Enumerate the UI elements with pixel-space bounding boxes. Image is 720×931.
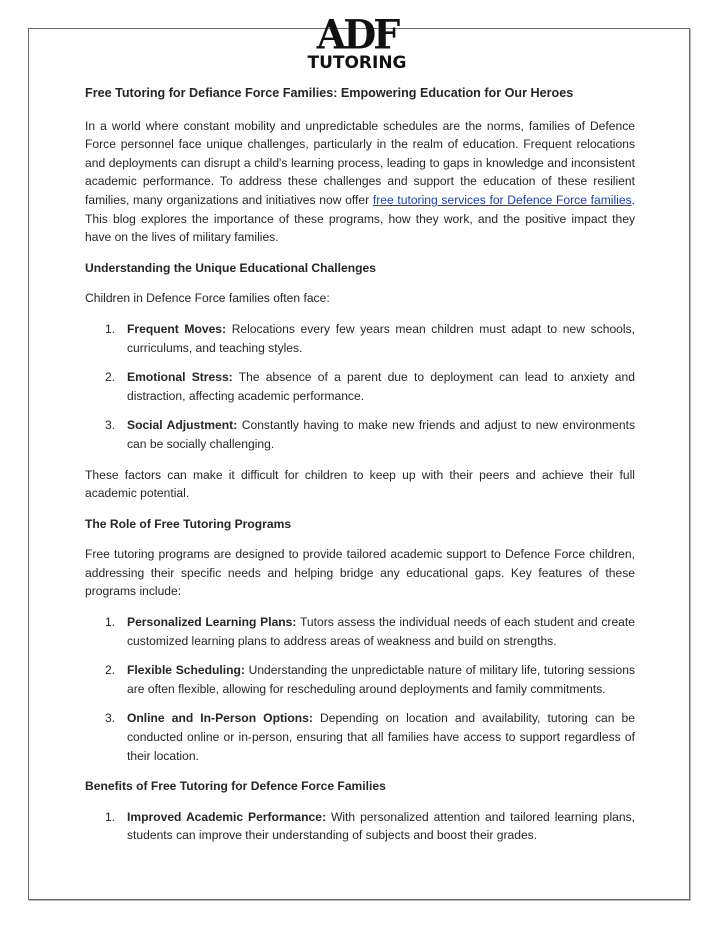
- list-item-lead: Flexible Scheduling:: [127, 663, 245, 678]
- document-body: [85, 84, 635, 857]
- tutoring-services-link[interactable]: free tutoring services for Defence Force families: [372, 192, 632, 207]
- list-item-text: Understanding the unpredictable nature of military life, tutoring sessions are often flexible, allowing for rescheduling around deployments and family commitments.: [127, 663, 635, 696]
- list-item-text: Constantly having to make new friends and adjust to new environments can be socially challenging.: [127, 418, 635, 451]
- intro-text-start: In a world where constant mobility and unpredictable schedules are the norms, families of Defence Force personnel face unique challenges, particularly in the realm of education. Frequent relocations and deployments can disrupt a child's learning process, leading to gaps in knowledge and inconsistent academic performance. To address these challenges and support the education of these resilient families, many organizations and initiatives now offer: [85, 118, 635, 207]
- challenges-closing-paragraph: These factors can make it difficult for children to keep up with their peers and achieve their full academic potential.: [85, 467, 635, 501]
- list-item-text: The absence of a parent due to deployment can lead to anxiety and distraction, affecting academic performance.: [127, 370, 635, 403]
- section-heading-role: The Role of Free Tutoring Programs: [85, 516, 292, 531]
- list-item: [85, 320, 635, 357]
- list-number: 2.: [105, 370, 116, 385]
- list-item: [85, 661, 635, 698]
- list-item-lead: Improved Academic Performance:: [127, 809, 326, 824]
- section-heading-challenges: Understanding the Unique Educational Challenges: [85, 260, 376, 275]
- list-number: 3.: [105, 711, 116, 726]
- list-item: [85, 709, 635, 765]
- list-item-lead: Frequent Moves:: [127, 321, 227, 336]
- adf-tutoring-logo: [300, 10, 414, 73]
- role-lead-paragraph: Free tutoring programs are designed to provide tailored academic support to Defence Force children, addressing their specific needs and helping bridge any educational gaps. Key features of these programs include:: [85, 547, 635, 599]
- challenges-lead-paragraph: Children in Defence Force families often face:: [85, 291, 330, 306]
- section-heading-benefits: Benefits of Free Tutoring for Defence Force Families: [85, 779, 386, 794]
- logo-tutoring-text: TUTORING: [307, 53, 407, 73]
- list-item-lead: Emotional Stress:: [127, 370, 233, 385]
- list-item-lead: Social Adjustment:: [127, 418, 238, 433]
- list-number: 1.: [105, 809, 116, 824]
- list-item: [85, 808, 635, 845]
- list-item-text: With personalized attention and tailored learning plans, students can improve their understanding of subjects and boost their grades.: [127, 809, 635, 843]
- list-item-text: Tutors assess the individual needs of each student and create customized learning plans to address areas of weakness and build on strengths.: [127, 615, 635, 648]
- intro-text-end: . This blog explores the importance of these programs, how they work, and the positive impact they have on the lives of military families.: [85, 192, 636, 245]
- list-number: 3.: [105, 418, 116, 433]
- page-title: Free Tutoring for Defiance Force Families: Empowering Education for Our Heroes: [85, 86, 574, 100]
- list-item-text: Depending on location and availability, tutoring can be conducted online or in-person, ensuring that all families have access to support regardless of their location.: [127, 711, 635, 763]
- list-item: [85, 368, 635, 405]
- list-number: 2.: [105, 663, 116, 678]
- list-item-lead: Online and In-Person Options:: [127, 711, 313, 726]
- features-list: [85, 613, 635, 765]
- list-item-text: Relocations every few years mean children must adapt to new schools, curriculums, and teaching styles.: [127, 321, 635, 355]
- list-item-lead: Personalized Learning Plans:: [127, 615, 297, 630]
- intro-paragraph: [85, 117, 635, 247]
- challenges-list: [85, 320, 635, 454]
- list-number: 1.: [105, 321, 116, 336]
- list-number: 1.: [105, 615, 116, 630]
- logo-adf-text: ADF: [316, 10, 398, 59]
- list-item: [85, 613, 635, 650]
- list-item: [85, 416, 635, 453]
- benefits-list: [85, 808, 635, 845]
